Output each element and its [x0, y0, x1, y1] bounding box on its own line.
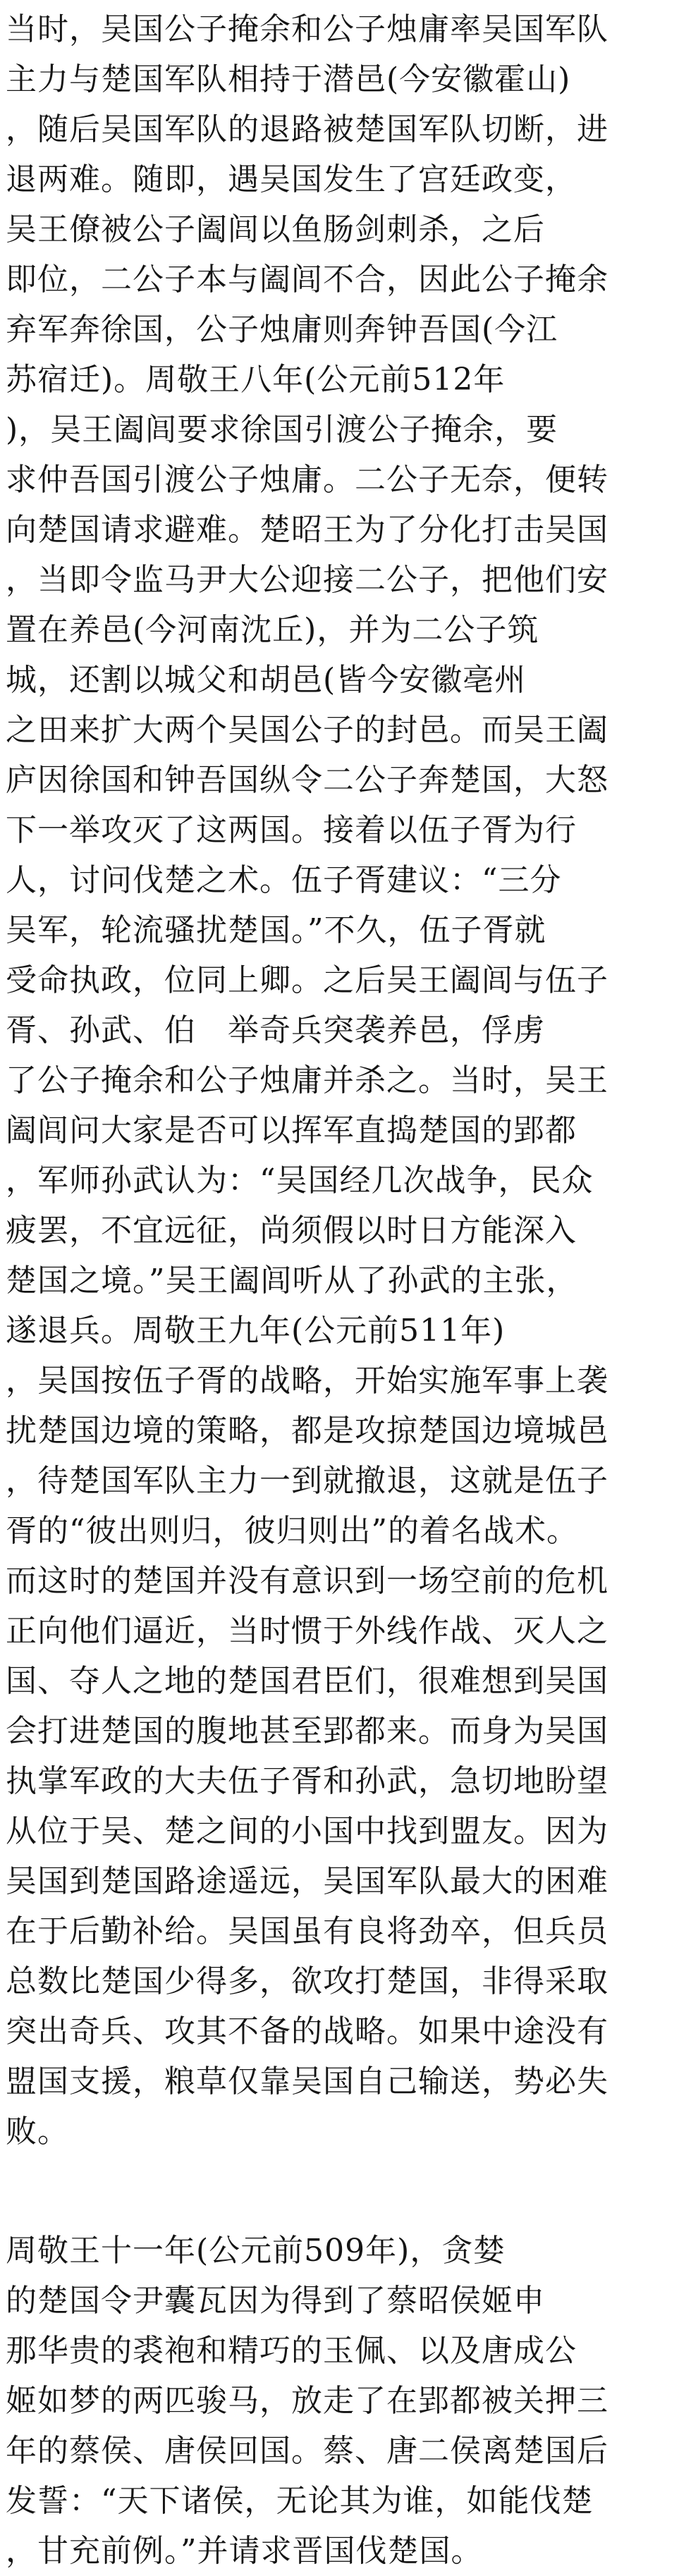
text-line: 即位，二公子本与阖闾不合，因此公子掩余 — [6, 262, 609, 298]
text-line: 主力与楚国军队相持于潜邑(今安徽霍山) — [6, 61, 571, 97]
text-line: ，甘充前例。”并请求晋国伐楚国。 — [6, 2533, 483, 2569]
paragraph-gap — [6, 2157, 684, 2226]
text-line: 遂退兵。周敬王九年(公元前511年) — [6, 1313, 506, 1349]
text-line: 国、夺人之地的楚国君臣们，很难想到吴国 — [6, 1663, 609, 1699]
text-line: 受命执政，位同上卿。之后吴王阖闾与伍子 — [6, 962, 609, 998]
text-line: 向楚国请求避难。楚昭王为了分化打击吴国 — [6, 512, 609, 548]
text-line: 总数比楚国少得多，欲攻打楚国，非得采取 — [6, 1963, 609, 1999]
text-line: 而这时的楚国并没有意识到一场空前的危机 — [6, 1563, 609, 1599]
text-line: 了公子掩余和公子烛庸并杀之。当时，吴王 — [6, 1062, 609, 1098]
text-line: 胥、孙武、伯 举奇兵突袭养邑，俘虏 — [6, 1012, 545, 1048]
text-line: 正向他们逼近，当时惯于外线作战、灭人之 — [6, 1613, 609, 1649]
paragraph-1 — [6, 4, 684, 2157]
text-line: 会打进楚国的腹地甚至郢都来。而身为吴国 — [6, 1713, 609, 1749]
paragraph-2 — [6, 2226, 684, 2576]
text-line: 那华贵的裘袍和精巧的玉佩、以及唐成公 — [6, 2333, 577, 2369]
text-line: 当时，吴国公子掩余和公子烛庸率吴国军队 — [6, 11, 609, 47]
text-line: 置在养邑(今河南沈丘)，并为二公子筑 — [6, 612, 539, 648]
text-line: 执掌军政的大夫伍子胥和孙武，急切地盼望 — [6, 1763, 609, 1799]
text-line: 扰楚国边境的策略，都是攻掠楚国边境城邑 — [6, 1413, 609, 1449]
text-line: 姬如梦的两匹骏马，放走了在郢都被关押三 — [6, 2383, 609, 2419]
text-line: 在于后勤补给。吴国虽有良将劲卒，但兵员 — [6, 1913, 609, 1949]
text-line: ，待楚国军队主力一到就撤退，这就是伍子 — [6, 1463, 609, 1499]
text-line: 败。 — [6, 2114, 69, 2149]
text-line: 从位于吴、楚之间的小国中找到盟友。因为 — [6, 1813, 609, 1849]
text-line: 吴军，轮流骚扰楚国。”不久，伍子胥就 — [6, 912, 546, 948]
text-line: ，军师孙武认为：“吴国经几次战争，民众 — [6, 1163, 594, 1198]
text-line: ，吴国按伍子胥的战略，开始实施军事上袭 — [6, 1363, 609, 1399]
text-line: 年的蔡侯、唐侯回国。蔡、唐二侯离楚国后 — [6, 2433, 609, 2469]
text-line: 突出奇兵、攻其不备的战略。如果中途没有 — [6, 2013, 609, 2049]
text-line: 吴王僚被公子阖闾以鱼肠剑刺杀，之后 — [6, 211, 545, 247]
text-line: 吴国到楚国路途遥远，吴国军队最大的困难 — [6, 1863, 609, 1899]
text-line: 楚国之境。”吴王阖闾听从了孙武的主张， — [6, 1263, 578, 1299]
text-line: 弃军奔徐国，公子烛庸则奔钟吾国(今江 — [6, 312, 558, 348]
text-line: 退两难。随即，遇吴国发生了宫廷政变， — [6, 161, 577, 197]
text-line: 人，讨问伐楚之术。伍子胥建议：“三分 — [6, 862, 562, 898]
text-line: 城，还割以城父和胡邑(皆今安徽亳州 — [6, 662, 527, 698]
text-line: ，当即令监马尹大公迎接二公子，把他们安 — [6, 562, 609, 598]
text-line: 阖闾问大家是否可以挥军直捣楚国的郢都 — [6, 1112, 577, 1148]
text-line: 之田来扩大两个吴国公子的封邑。而吴王阖 — [6, 712, 609, 748]
text-line: 下一举攻灭了这两国。接着以伍子胥为行 — [6, 812, 577, 848]
text-line: 胥的“彼出则归，彼归则出”的着名战术。 — [6, 1513, 578, 1549]
text-line: ，随后吴国军队的退路被楚国军队切断，进 — [6, 111, 609, 147]
text-line: 庐因徐国和钟吾国纵令二公子奔楚国，大怒 — [6, 762, 609, 798]
text-line: 的楚国令尹囊瓦因为得到了蔡昭侯姬申 — [6, 2283, 545, 2319]
text-line: 盟国支援，粮草仅靠吴国自己输送，势必失 — [6, 2063, 609, 2099]
text-line: 疲罢，不宜远征，尚须假以时日方能深入 — [6, 1213, 577, 1249]
text-line: 周敬王十一年(公元前509年)，贪婪 — [6, 2233, 506, 2269]
text-line: 苏宿迁)。周敬王八年(公元前512年 — [6, 362, 506, 398]
text-line: 发誓：“天下诸侯，无论其为谁，如能伐楚 — [6, 2483, 594, 2519]
text-line: 求仲吾国引渡公子烛庸。二公子无奈，便转 — [6, 462, 609, 498]
text-line: )，吴王阖闾要求徐国引渡公子掩余，要 — [6, 412, 558, 448]
